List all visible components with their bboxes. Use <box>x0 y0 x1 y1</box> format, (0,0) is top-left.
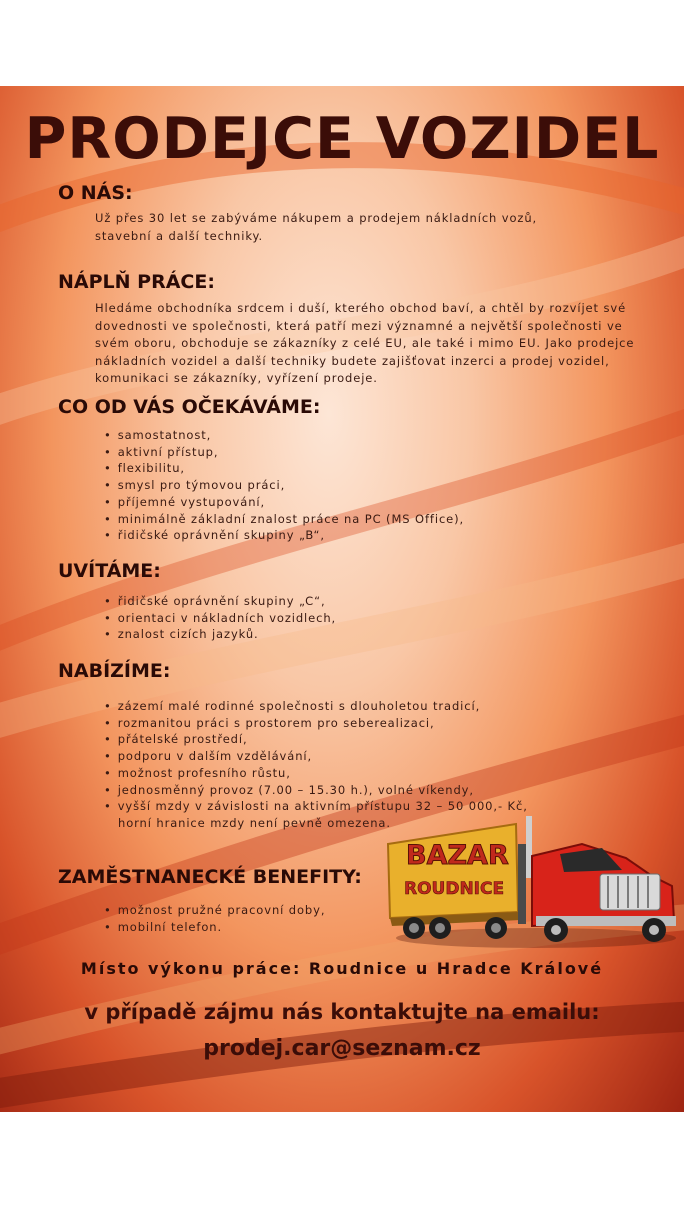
list-item: • znalost cizích jazyků. <box>104 626 336 643</box>
truck-logo-line2: ROUDNICE <box>404 879 505 899</box>
benefits-heading: ZAMĚSTNANECKÉ BENEFITY: <box>58 866 362 888</box>
list-item: • řidičské oprávnění skupiny „C“, <box>104 593 336 610</box>
about-text: Už přes 30 let se zabýváme nákupem a prodejem nákladních vozů, stavební a další techniky. <box>95 211 538 243</box>
contact-line: v případě zájmu nás kontaktujte na emailu: <box>84 1000 600 1024</box>
list-item: • flexibilitu, <box>104 460 464 477</box>
page-title: PRODEJCE VOZIDEL <box>24 106 660 172</box>
list-item: • mobilní telefon. <box>104 919 325 936</box>
offer-list <box>104 698 528 832</box>
list-item: • podporu v dalším vzdělávání, <box>104 748 528 765</box>
truck-logo-line1: BAZAR <box>406 840 509 871</box>
list-item: • vyšší mzdy v závislosti na aktivním přístupu 32 – 50 000,- Kč, <box>104 798 528 815</box>
list-item: • minimálně základní znalost práce na PC (MS Office), <box>104 511 464 528</box>
job-text: Hledáme obchodníka srdcem i duší, kterého obchod baví, a chtěl by rozvíjet své dovednosti ve společnosti, která patří mezi významné a největší společnosti ve svém oboru, obchoduje se zákazníky z celé EU, ale také i mimo EU. Jako prodejce nákladních vozidel a další techniky budete zajišťovat inzerci a prodej vozidel, komunikaci se zákazníky, vyřízení prodeje. <box>95 301 635 385</box>
list-item: • přátelské prostředí, <box>104 731 528 748</box>
list-item: • zázemí malé rodinné společnosti s dlouholetou tradicí, <box>104 698 528 715</box>
work-location: Místo výkonu práce: Roudnice u Hradce Králové <box>80 959 604 978</box>
about-heading: O NÁS: <box>58 182 133 204</box>
list-item: • možnost pružné pracovní doby, <box>104 902 325 919</box>
list-item: • možnost profesního růstu, <box>104 765 528 782</box>
expectations-list <box>104 427 464 544</box>
truck-image <box>386 816 678 961</box>
list-item: • aktivní přístup, <box>104 444 464 461</box>
list-item: • samostatnost, <box>104 427 464 444</box>
list-item: • příjemné vystupování, <box>104 494 464 511</box>
expectations-heading: CO OD VÁS OČEKÁVÁME: <box>58 396 321 418</box>
benefits-list <box>104 902 325 935</box>
welcome-heading: UVÍTÁME: <box>58 560 161 582</box>
list-item: • orientaci v nákladních vozidlech, <box>104 610 336 627</box>
job-heading: NÁPLŇ PRÁCE: <box>58 271 215 293</box>
list-item: • rozmanitou práci s prostorem pro seberealizaci, <box>104 715 528 732</box>
list-item: • smysl pro týmovou práci, <box>104 477 464 494</box>
list-item: • jednosměnný provoz (7.00 – 15.30 h.), volné víkendy, <box>104 782 528 799</box>
contact-email: prodej.car@seznam.cz <box>203 1036 481 1061</box>
welcome-list <box>104 593 336 643</box>
job-poster <box>0 86 684 1112</box>
list-item: horní hranice mzdy není pevně omezena. <box>118 815 391 830</box>
offer-heading: NABÍZÍME: <box>58 660 171 682</box>
list-item: • řidičské oprávnění skupiny „B“, <box>104 527 464 544</box>
